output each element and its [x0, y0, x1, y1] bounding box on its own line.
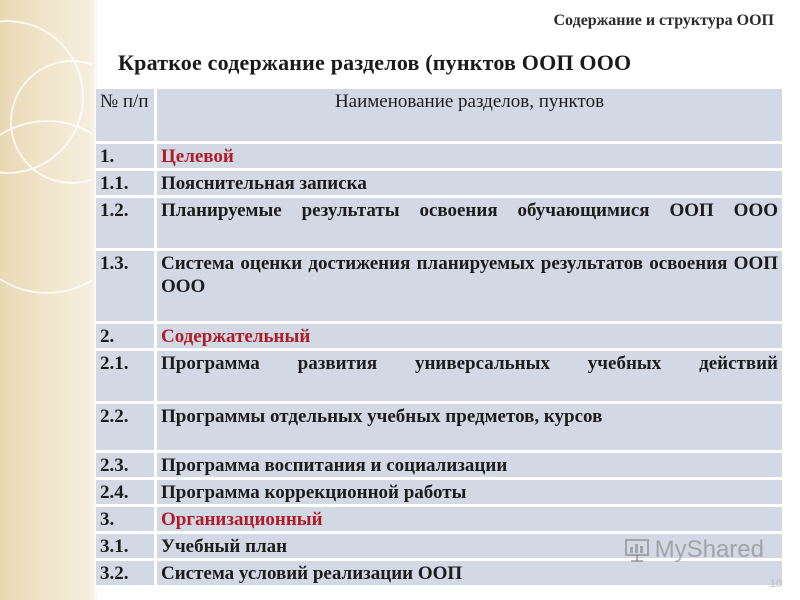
row-number: 1.1. [96, 171, 154, 195]
table-row [96, 144, 782, 168]
row-number: 3. [96, 507, 154, 531]
table-row [96, 507, 782, 531]
decorative-left-band [0, 0, 92, 600]
row-number: 2. [96, 324, 154, 348]
page-number: 10 [769, 578, 782, 590]
row-number: 3.1. [96, 534, 154, 558]
table-row [96, 324, 782, 348]
table-row [96, 480, 782, 504]
item-title: Программы отдельных учебных предметов, курсов [157, 404, 782, 450]
column-header-number: № п/п [96, 89, 154, 141]
watermark-text: MyShared [654, 536, 764, 563]
section-title: Целевой [157, 144, 782, 168]
table-row [96, 404, 782, 450]
watermark [623, 536, 764, 564]
section-title: Содержательный [157, 324, 782, 348]
row-number: 1. [96, 144, 154, 168]
table-row [96, 561, 782, 585]
item-title: Система оценки достижения планируемых результатов освоения ООП ООО [157, 251, 782, 321]
table-row [96, 351, 782, 401]
table-row [96, 171, 782, 195]
presentation-icon [623, 537, 651, 563]
table-row [96, 453, 782, 477]
row-number: 2.2. [96, 404, 154, 450]
row-number: 1.2. [96, 198, 154, 248]
item-title: Учебный план [157, 534, 782, 558]
table-header-row [96, 89, 782, 141]
slide-title: Краткое содержание разделов (пунктов ООП ООО [118, 50, 632, 75]
item-title: Программа коррекционной работы [157, 480, 782, 504]
item-title: Система условий реализации ООП [157, 561, 782, 585]
row-number: 3.2. [96, 561, 154, 585]
section-title: Организационный [157, 507, 782, 531]
row-number: 2.1. [96, 351, 154, 401]
row-number: 1.3. [96, 251, 154, 321]
row-number: 2.3. [96, 453, 154, 477]
item-title: Программа воспитания и социализации [157, 453, 782, 477]
contents-table [93, 86, 785, 588]
slide-header: Содержание и структура ООП [553, 12, 774, 29]
row-number: 2.4. [96, 480, 154, 504]
table-row [96, 251, 782, 321]
column-header-name: Наименование разделов, пунктов [157, 89, 782, 141]
item-title: Планируемые результаты освоения обучающимися ООП ООО [157, 198, 782, 248]
item-title: Программа развития универсальных учебных действий [157, 351, 782, 401]
table-row [96, 198, 782, 248]
item-title: Пояснительная записка [157, 171, 782, 195]
